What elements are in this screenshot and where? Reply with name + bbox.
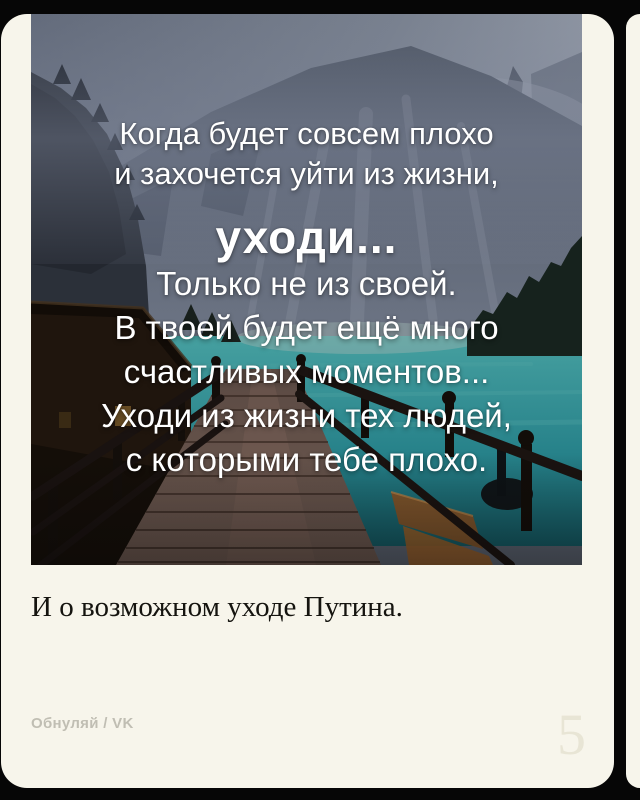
overlay-line: Только не из своей.	[156, 265, 457, 302]
photo-overlay-text	[31, 114, 582, 482]
overlay-line: Уходи из жизни тех людей,	[101, 397, 512, 434]
post-card-slide[interactable]	[1, 14, 614, 788]
next-card-peek[interactable]	[626, 14, 640, 788]
overlay-line: с которыми тебе плохо.	[125, 441, 488, 478]
overlay-line: и захочется уйти из жизни,	[114, 156, 499, 191]
overlay-line-emphasis: уходи...	[215, 211, 398, 263]
page-number: 5	[557, 702, 586, 767]
card-caption: И о возможном уходе Путина.	[31, 591, 403, 623]
overlay-line: Когда будет совсем плохо	[119, 116, 494, 151]
quote-photo	[31, 14, 582, 565]
source-label: Обнуляй / VK	[31, 715, 134, 732]
overlay-line: В твоей будет ещё много	[114, 309, 499, 346]
overlay-line: счастливых моментов...	[123, 353, 490, 390]
